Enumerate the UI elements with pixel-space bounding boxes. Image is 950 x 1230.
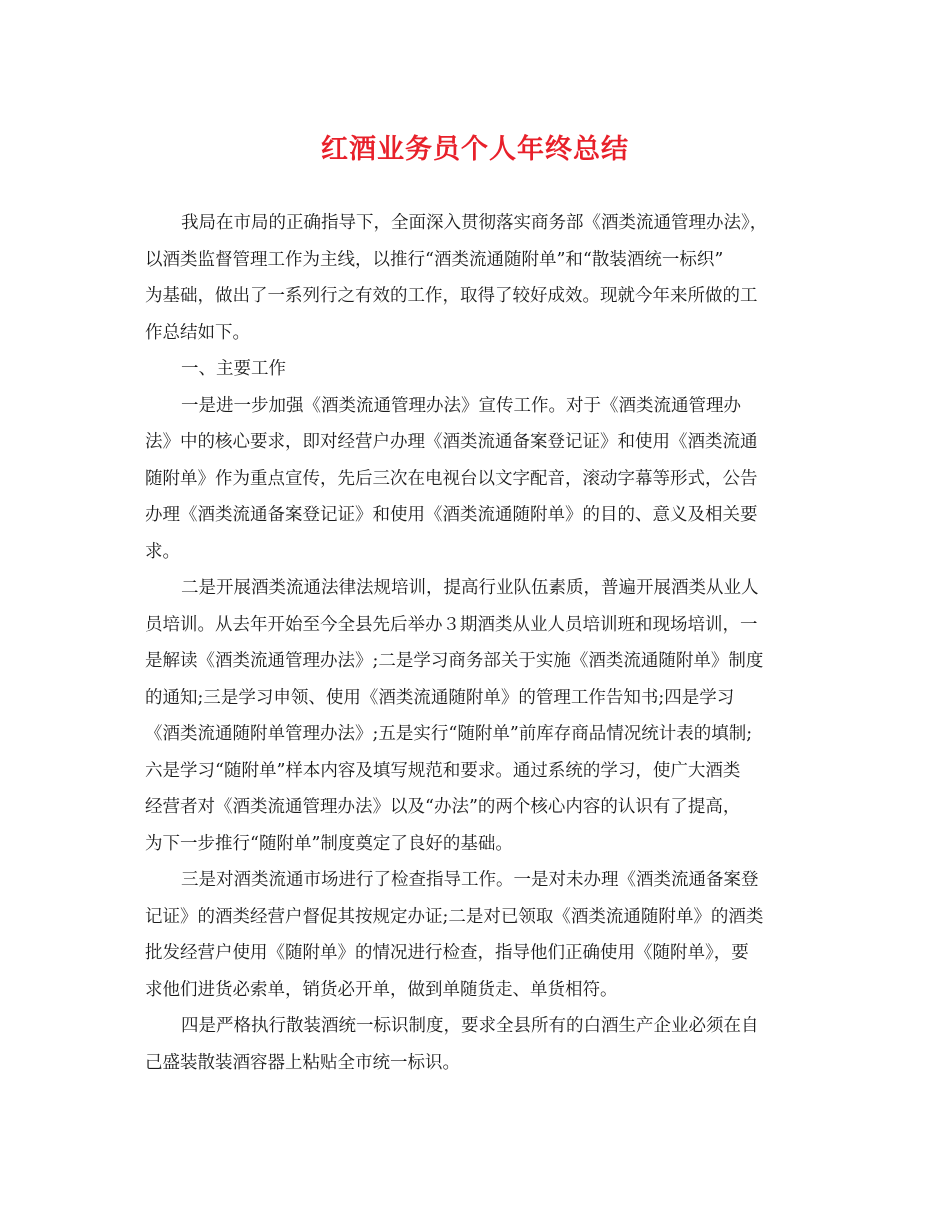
text-line: 求他们进货必索单，销货必开单，做到单随货走、单货相符。	[145, 979, 618, 1000]
document-body	[145, 205, 817, 1081]
text-line: 办理《酒类流通备案登记证》和使用《酒类流通随附单》的目的、意义及相关要	[145, 505, 758, 525]
text-line: 一是进一步加强《酒类流通管理办法》宣传工作。对于《酒类流通管理办	[181, 395, 741, 416]
text-line: 一、主要工作	[181, 359, 286, 379]
text-line: 为基础，做出了一系列行之有效的工作，取得了较好成效。现就今年来所做的工	[145, 286, 758, 306]
text-line: 记证》的酒类经营户督促其按规定办证;二是对已领取《酒类流通随附单》的酒类	[145, 906, 764, 927]
text-line: 二是开展酒类流通法律法规培训，提高行业队伍素质，普遍开展酒类从业人	[181, 578, 759, 598]
text-line: 员培训。从去年开始至今全县先后举办３期酒类从业人员培训班和现场培训，一	[145, 614, 758, 635]
text-line: 以酒类监督管理工作为主线，以推行“酒类流通随附单”和“散装酒统一标织”	[145, 249, 724, 270]
text-line: 的通知;三是学习申领、使用《酒类流通随附单》的管理工作告知书;四是学习	[145, 687, 735, 708]
paragraph-item-2	[145, 570, 817, 862]
text-line: 己盛装散装酒容器上粘贴全市统一标识。	[145, 1052, 460, 1073]
text-line: 我局在市局的正确指导下，全面深入贯彻落实商务部《酒类流通管理办法》，	[181, 213, 768, 233]
paragraph-item-4	[145, 1008, 817, 1081]
section-heading	[145, 351, 817, 388]
text-line: 作总结如下。	[145, 322, 250, 343]
text-line: 《酒类流通随附单管理办法》;五是实行“随附单”前库存商品情况统计表的填制;	[145, 724, 753, 744]
text-line: 求。	[145, 541, 180, 562]
text-line: 是解读《酒类流通管理办法》;二是学习商务部关于实施《酒类流通随附单》制度	[145, 651, 764, 671]
text-line: 四是严格执行散装酒统一标识制度，要求全县所有的白酒生产企业必须在自	[181, 1016, 759, 1036]
text-line: 随附单》作为重点宣传，先后三次在电视台以文字配音，滚动字幕等形式，公告	[145, 468, 758, 489]
paragraph-item-1	[145, 388, 817, 571]
text-line: 三是对酒类流通市场进行了检查指导工作。一是对未办理《酒类流通备案登	[181, 870, 759, 890]
document-title: 红酒业务员个人年终总结	[321, 134, 629, 165]
paragraph-intro	[145, 205, 817, 351]
text-line: 六是学习“随附单”样本内容及填写规范和要求。通过系统的学习，使广大酒类	[145, 760, 741, 781]
text-line: 法》中的核心要求，即对经营户办理《酒类流通备案登记证》和使用《酒类流通	[145, 432, 758, 452]
text-line: 批发经营户使用《随附单》的情况进行检查，指导他们正确使用《随附单》，要	[145, 943, 749, 963]
text-line: 为下一步推行“随附单”制度奠定了良好的基础。	[145, 833, 513, 854]
text-line: 经营者对《酒类流通管理办法》以及“办法”的两个核心内容的认识有了提高，	[145, 797, 741, 817]
paragraph-item-3	[145, 862, 817, 1008]
